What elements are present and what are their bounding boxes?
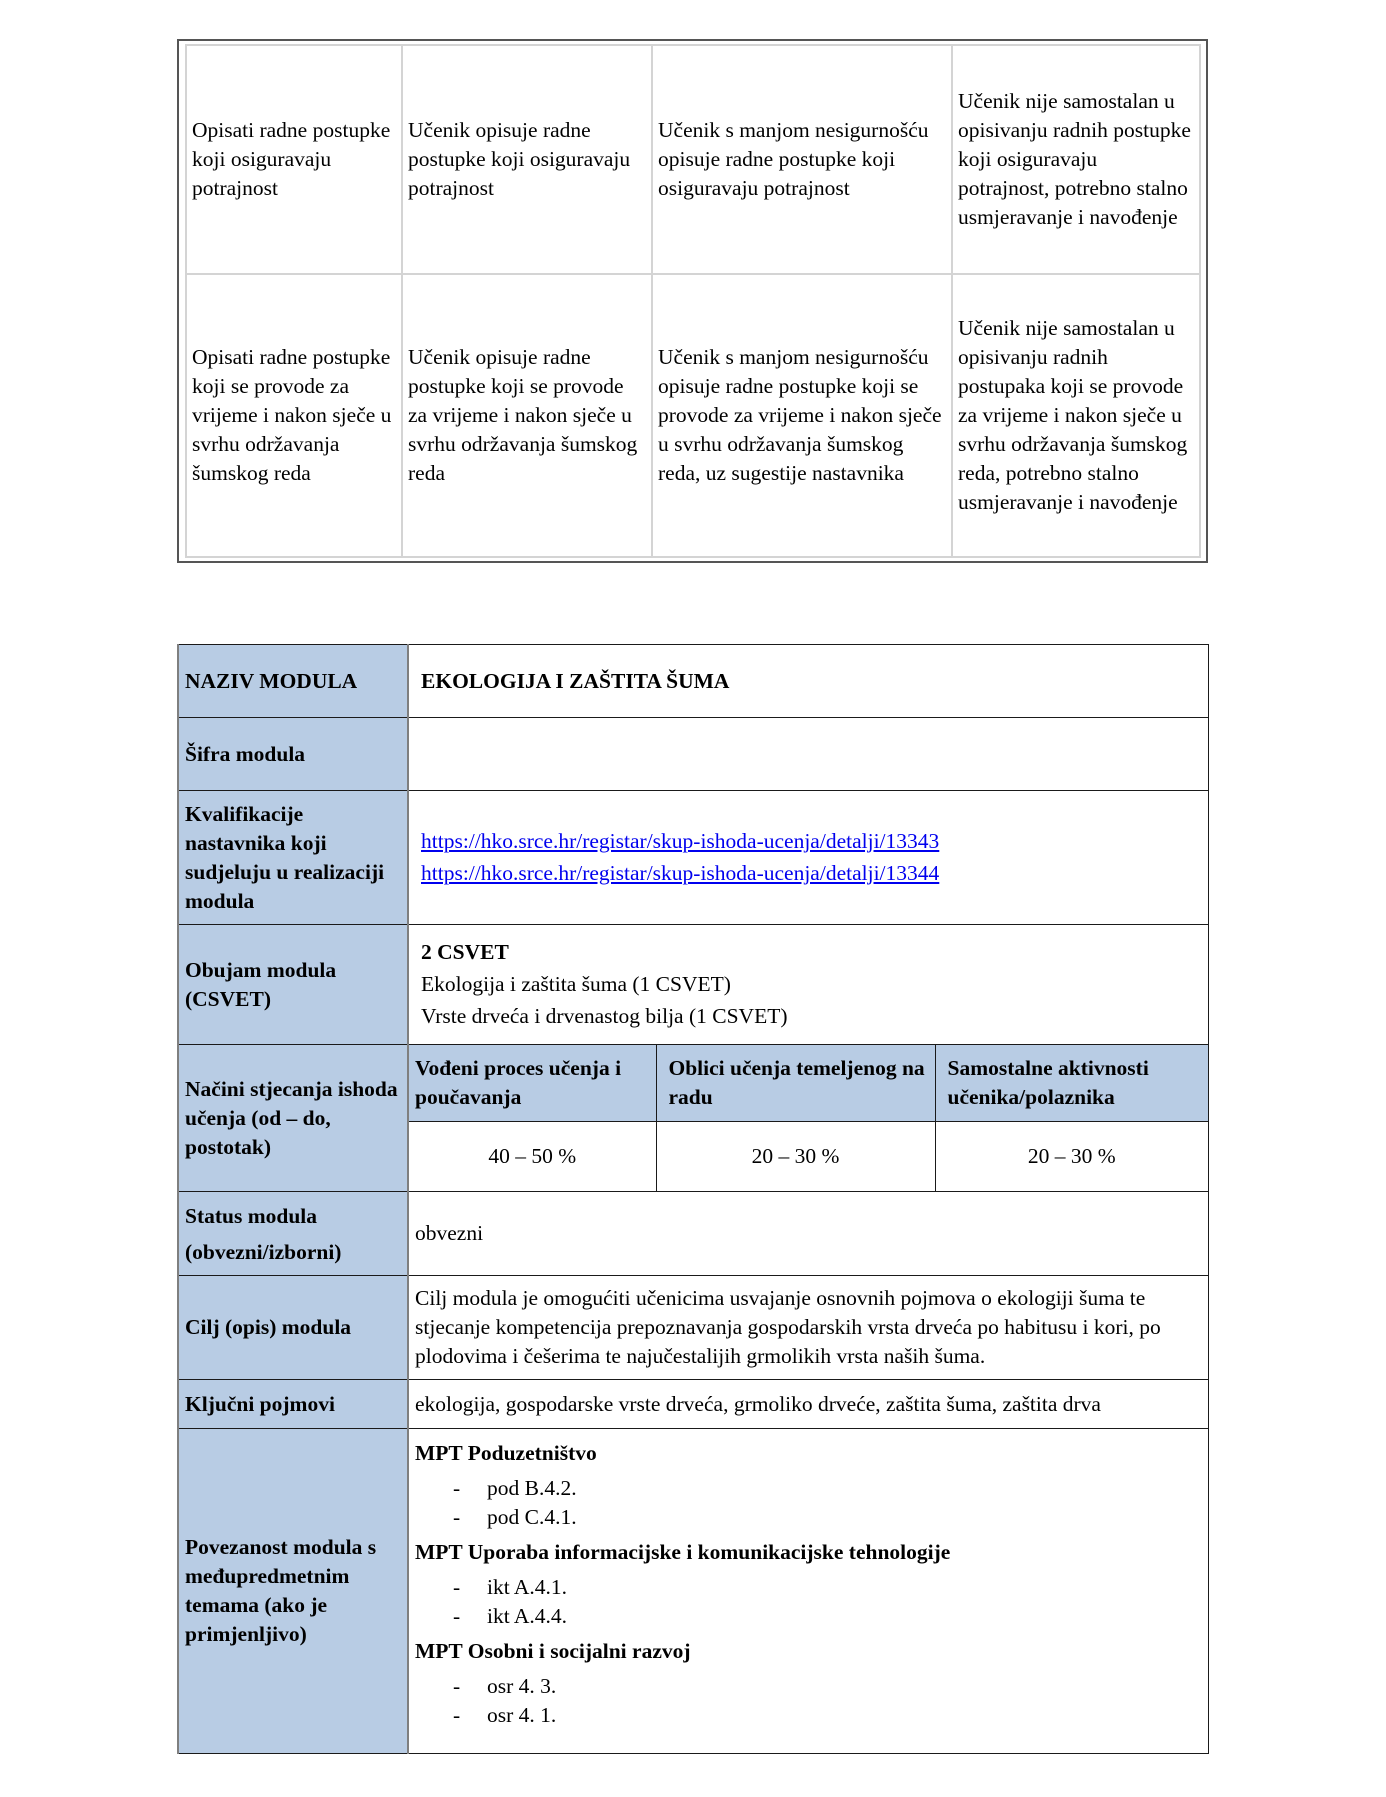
cross-topic-item	[415, 1701, 1202, 1730]
good-cell: Učenik s manjom nesigurnošću opisuje radne postupke koji osiguravaju potrajnost	[652, 45, 952, 274]
method-value: 20 – 30 %	[935, 1122, 1208, 1192]
bullet-dash: -	[453, 1703, 461, 1727]
cross-topic-item-text: pod C.4.1.	[487, 1505, 577, 1529]
method-header: Oblici učenja temeljenog na radu	[656, 1045, 935, 1122]
cross-topics-label: Povezanost modula s međupredmetnim temama (ako je primjenljivo)	[178, 1429, 408, 1754]
methods-value-row	[409, 1122, 1208, 1192]
cross-topics-row	[178, 1429, 1209, 1754]
cross-topic-item-text: ikt A.4.1.	[487, 1575, 568, 1599]
keywords-label: Ključni pojmovi	[178, 1380, 408, 1429]
cross-topic-item	[415, 1672, 1202, 1701]
cross-topic-item-text: ikt A.4.4.	[487, 1604, 568, 1628]
methods-header-row	[409, 1045, 1208, 1122]
qualification-link[interactable]: https://hko.srce.hr/registar/skup-ishoda-ucenja/detalji/13343	[421, 829, 940, 853]
task-cell: Opisati radne postupke koji se provode za vrijeme i nakon sječe u svrhu održavanja šumskog reda	[186, 274, 402, 557]
status-value: obvezni	[408, 1192, 1209, 1276]
module-name-row	[178, 645, 1209, 718]
bullet-dash: -	[453, 1505, 461, 1529]
cross-topic-item	[415, 1474, 1202, 1503]
module-code-value	[408, 718, 1209, 791]
scope-row	[178, 925, 1209, 1045]
scope-label: Obujam modula (CSVET)	[178, 925, 408, 1045]
module-table	[177, 644, 1209, 1754]
cross-topic-list	[415, 1573, 1202, 1631]
cross-topic-item-text: pod B.4.2.	[487, 1476, 577, 1500]
methods-label: Načini stjecanja ishoda učenja (od – do, postotak)	[178, 1045, 408, 1192]
scope-value	[408, 925, 1209, 1045]
keywords-value: ekologija, gospodarske vrste drveća, grmoliko drveće, zaštita šuma, zaštita drva	[408, 1380, 1209, 1429]
cross-topic-list	[415, 1672, 1202, 1730]
cross-topic-list	[415, 1474, 1202, 1532]
scope-item: Vrste drveća i drvenastog bilja (1 CSVET)	[421, 1004, 788, 1028]
cross-topic-title: MPT Osobni i socijalni razvoj	[415, 1639, 691, 1663]
cross-topic-item	[415, 1573, 1202, 1602]
keywords-row	[178, 1380, 1209, 1429]
good-cell: Učenik s manjom nesigurnošću opisuje radne postupke koji se provode za vrijeme i nakon sječe u svrhu održavanja šumskog reda, uz sugestije nastavnika	[652, 274, 952, 557]
excellent-cell: Učenik opisuje radne postupke koji osiguravaju potrajnost	[402, 45, 652, 274]
goal-row	[178, 1276, 1209, 1380]
cross-topics-value	[408, 1429, 1209, 1754]
cross-topic-title: MPT Poduzetništvo	[415, 1441, 597, 1465]
cross-topic-item-text: osr 4. 3.	[487, 1674, 557, 1698]
cross-topic-item-text: osr 4. 1.	[487, 1703, 557, 1727]
module-name-value: EKOLOGIJA I ZAŠTITA ŠUMA	[408, 645, 1209, 718]
table-row	[186, 45, 1200, 274]
table-row	[186, 274, 1200, 557]
module-code-row	[178, 718, 1209, 791]
assessment-table	[177, 39, 1208, 563]
qualifications-label: Kvalifikacije nastavnika koji sudjeluju u realizaciji modula	[178, 791, 408, 925]
bullet-dash: -	[453, 1476, 461, 1500]
scope-total: 2 CSVET	[421, 940, 509, 964]
goal-value: Cilj modula je omogućiti učenicima usvajanje osnovnih pojmova o ekologiji šuma te stjecanje kompetencija prepoznavanja gospodarskih vrsta drveća po habitusu i kori, po plodovima i češerima te najučestalijih grmolikih vrsta naših šuma.	[408, 1276, 1209, 1380]
methods-row	[178, 1045, 1209, 1192]
bullet-dash: -	[453, 1575, 461, 1599]
goal-label: Cilj (opis) modula	[178, 1276, 408, 1380]
module-code-label: Šifra modula	[178, 718, 408, 791]
method-value: 40 – 50 %	[409, 1122, 656, 1192]
status-label: Status modula (obvezni/izborni)	[178, 1192, 408, 1276]
insufficient-cell: Učenik nije samostalan u opisivanju radnih postupke koji osiguravaju potrajnost, potrebno stalno usmjeravanje i navođenje	[952, 45, 1200, 274]
module-name-label: NAZIV MODULA	[178, 645, 408, 718]
task-cell: Opisati radne postupke koji osiguravaju potrajnost	[186, 45, 402, 274]
bullet-dash: -	[453, 1604, 461, 1628]
method-header: Vođeni proces učenja i poučavanja	[409, 1045, 656, 1122]
excellent-cell: Učenik opisuje radne postupke koji se provode za vrijeme i nakon sječe u svrhu održavanja šumskog reda	[402, 274, 652, 557]
methods-value	[408, 1045, 1209, 1192]
cross-topic-item	[415, 1602, 1202, 1631]
cross-topic-item	[415, 1503, 1202, 1532]
method-value: 20 – 30 %	[656, 1122, 935, 1192]
qualifications-value	[408, 791, 1209, 925]
status-row	[178, 1192, 1209, 1276]
bullet-dash: -	[453, 1674, 461, 1698]
cross-topic-title: MPT Uporaba informacijske i komunikacijske tehnologije	[415, 1540, 951, 1564]
method-header: Samostalne aktivnosti učenika/polaznika	[935, 1045, 1208, 1122]
methods-table	[409, 1045, 1208, 1191]
insufficient-cell: Učenik nije samostalan u opisivanju radnih postupaka koji se provode za vrijeme i nakon sječe u svrhu održavanja šumskog reda, potrebno stalno usmjeravanje i navođenje	[952, 274, 1200, 557]
qualifications-row	[178, 791, 1209, 925]
scope-item: Ekologija i zaštita šuma (1 CSVET)	[421, 972, 731, 996]
qualification-link[interactable]: https://hko.srce.hr/registar/skup-ishoda-ucenja/detalji/13344	[421, 861, 940, 885]
